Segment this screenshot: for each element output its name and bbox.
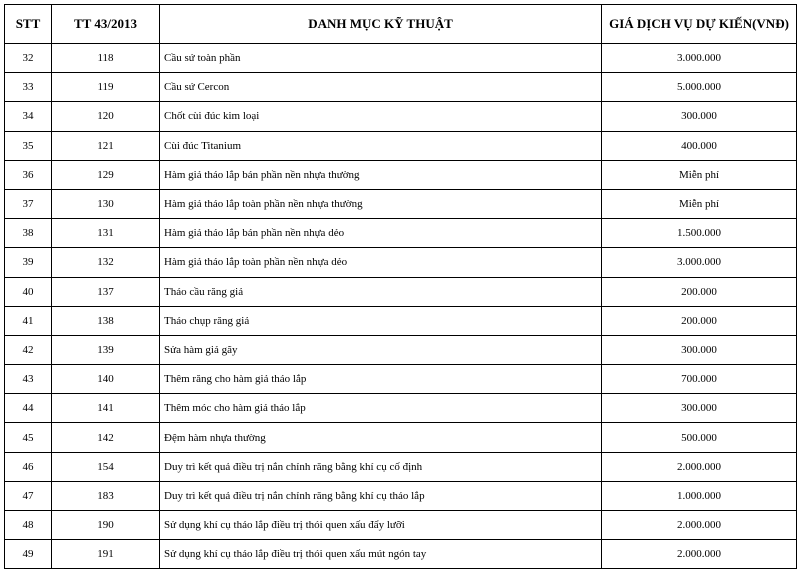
row-technique-name: Thêm móc cho hàm giả tháo lắp xyxy=(160,394,602,423)
row-technique-name: Sử dụng khí cụ tháo lắp điều trị thói quen xấu mút ngón tay xyxy=(160,540,602,569)
row-stt: 35 xyxy=(5,131,52,160)
row-tt-code: 140 xyxy=(52,365,160,394)
row-price: Miễn phí xyxy=(602,160,797,189)
row-stt: 48 xyxy=(5,511,52,540)
table-row xyxy=(5,394,797,423)
row-price: 3.000.000 xyxy=(602,44,797,73)
row-stt: 37 xyxy=(5,189,52,218)
table-row xyxy=(5,452,797,481)
table-row xyxy=(5,73,797,102)
row-stt: 36 xyxy=(5,160,52,189)
row-price: 5.000.000 xyxy=(602,73,797,102)
row-technique-name: Hàm giả tháo lắp toàn phần nền nhựa thường xyxy=(160,189,602,218)
row-price: 300.000 xyxy=(602,394,797,423)
table-row xyxy=(5,131,797,160)
row-tt-code: 118 xyxy=(52,44,160,73)
table-row xyxy=(5,248,797,277)
row-tt-code: 190 xyxy=(52,511,160,540)
row-technique-name: Hàm giả tháo lắp toàn phần nền nhựa dẻo xyxy=(160,248,602,277)
row-technique-name: Thêm răng cho hàm giả tháo lắp xyxy=(160,365,602,394)
row-tt-code: 121 xyxy=(52,131,160,160)
row-technique-name: Sửa hàm giả gãy xyxy=(160,335,602,364)
row-technique-name: Hàm giả tháo lắp bán phần nền nhựa thường xyxy=(160,160,602,189)
price-table xyxy=(4,4,797,569)
row-tt-code: 120 xyxy=(52,102,160,131)
table-row xyxy=(5,481,797,510)
row-technique-name: Sử dụng khí cụ tháo lắp điều trị thói quen xấu đẩy lưỡi xyxy=(160,511,602,540)
row-stt: 42 xyxy=(5,335,52,364)
row-tt-code: 183 xyxy=(52,481,160,510)
row-stt: 40 xyxy=(5,277,52,306)
row-price: 300.000 xyxy=(602,102,797,131)
row-tt-code: 139 xyxy=(52,335,160,364)
row-price: Miễn phí xyxy=(602,189,797,218)
row-technique-name: Đệm hàm nhựa thường xyxy=(160,423,602,452)
header-expected-price: GIÁ DỊCH VỤ DỰ KIẾN(VNĐ) xyxy=(602,5,797,44)
row-price: 3.000.000 xyxy=(602,248,797,277)
row-stt: 34 xyxy=(5,102,52,131)
row-tt-code: 141 xyxy=(52,394,160,423)
row-stt: 41 xyxy=(5,306,52,335)
row-stt: 43 xyxy=(5,365,52,394)
table-row xyxy=(5,277,797,306)
header-stt: STT xyxy=(5,5,52,44)
row-stt: 38 xyxy=(5,219,52,248)
row-price: 300.000 xyxy=(602,335,797,364)
row-stt: 33 xyxy=(5,73,52,102)
row-tt-code: 129 xyxy=(52,160,160,189)
row-technique-name: Duy trì kết quả điều trị nắn chỉnh răng bằng khí cụ cố định xyxy=(160,452,602,481)
row-price: 200.000 xyxy=(602,277,797,306)
row-price: 700.000 xyxy=(602,365,797,394)
table-row xyxy=(5,44,797,73)
row-technique-name: Cầu sứ Cercon xyxy=(160,73,602,102)
table-body xyxy=(5,44,797,569)
table-row xyxy=(5,423,797,452)
table-row xyxy=(5,219,797,248)
row-tt-code: 131 xyxy=(52,219,160,248)
header-row xyxy=(5,5,797,44)
row-price: 200.000 xyxy=(602,306,797,335)
row-tt-code: 137 xyxy=(52,277,160,306)
row-stt: 45 xyxy=(5,423,52,452)
row-tt-code: 191 xyxy=(52,540,160,569)
table-row xyxy=(5,306,797,335)
row-price: 400.000 xyxy=(602,131,797,160)
row-stt: 46 xyxy=(5,452,52,481)
row-stt: 49 xyxy=(5,540,52,569)
row-technique-name: Duy trì kết quả điều trị nắn chỉnh răng bằng khí cụ tháo lắp xyxy=(160,481,602,510)
table-row xyxy=(5,511,797,540)
row-price: 1.000.000 xyxy=(602,481,797,510)
row-stt: 39 xyxy=(5,248,52,277)
table-row xyxy=(5,540,797,569)
row-tt-code: 132 xyxy=(52,248,160,277)
row-tt-code: 138 xyxy=(52,306,160,335)
row-tt-code: 142 xyxy=(52,423,160,452)
header-technical-list: DANH MỤC KỸ THUẬT xyxy=(160,5,602,44)
row-stt: 32 xyxy=(5,44,52,73)
header-tt-43-2013: TT 43/2013 xyxy=(52,5,160,44)
row-price: 2.000.000 xyxy=(602,540,797,569)
table-row xyxy=(5,189,797,218)
row-price: 2.000.000 xyxy=(602,511,797,540)
row-technique-name: Cầu sứ toàn phần xyxy=(160,44,602,73)
row-tt-code: 130 xyxy=(52,189,160,218)
table-row xyxy=(5,365,797,394)
table-row xyxy=(5,335,797,364)
row-stt: 47 xyxy=(5,481,52,510)
row-tt-code: 119 xyxy=(52,73,160,102)
row-technique-name: Chốt cùi đúc kim loại xyxy=(160,102,602,131)
row-technique-name: Hàm giả tháo lắp bán phần nền nhựa dẻo xyxy=(160,219,602,248)
row-technique-name: Cùi đúc Titanium xyxy=(160,131,602,160)
row-stt: 44 xyxy=(5,394,52,423)
row-price: 2.000.000 xyxy=(602,452,797,481)
row-price: 500.000 xyxy=(602,423,797,452)
row-tt-code: 154 xyxy=(52,452,160,481)
table-row xyxy=(5,160,797,189)
row-technique-name: Tháo cầu răng giả xyxy=(160,277,602,306)
row-price: 1.500.000 xyxy=(602,219,797,248)
row-technique-name: Tháo chụp răng giả xyxy=(160,306,602,335)
table-header xyxy=(5,5,797,44)
table-row xyxy=(5,102,797,131)
